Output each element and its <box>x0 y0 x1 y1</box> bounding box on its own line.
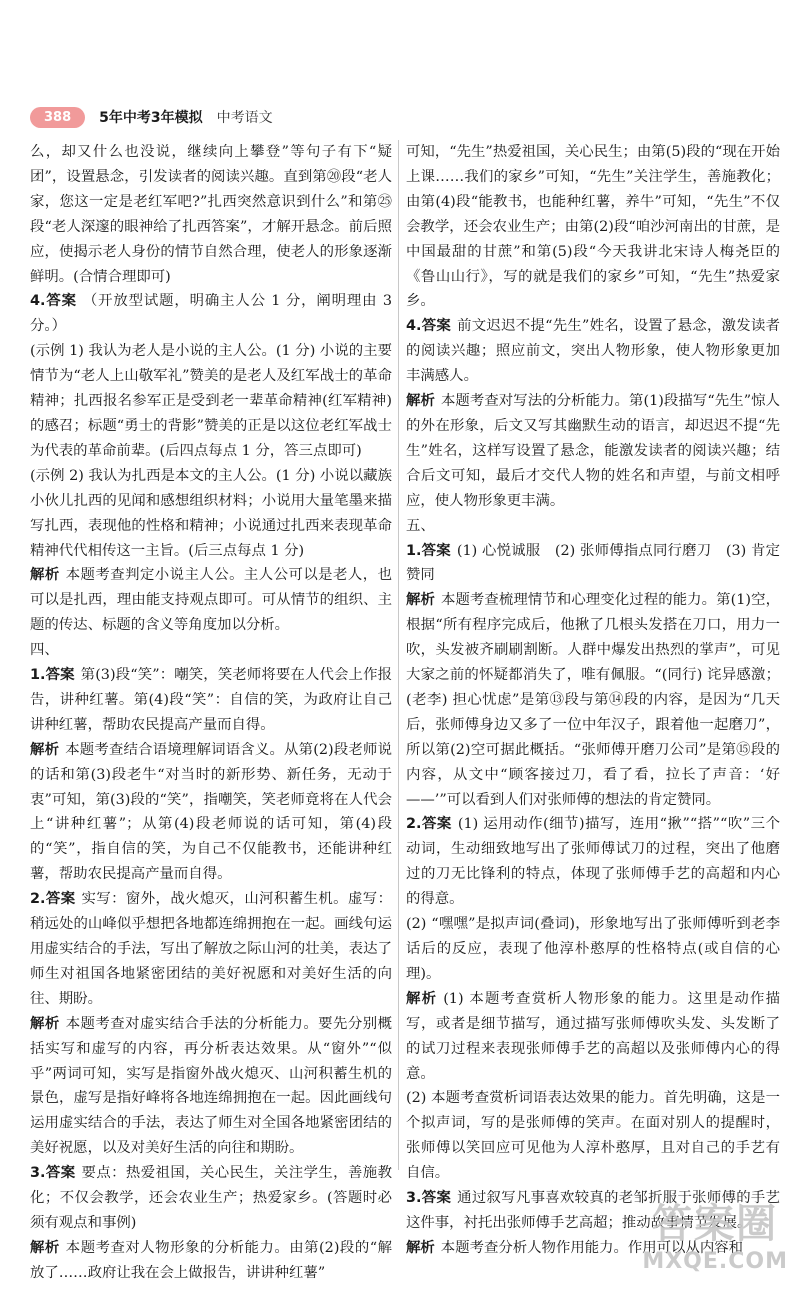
paragraph: 可知，“先生”热爱祖国，关心民生；由第(5)段的“现在开始上课……我们的家乡”可知，“先生”关注学生，善施教化；由第(4)段“能教书，也能种红薯，养牛”可知，“先生”不仅会教学，还会农业生产；由第(2)段“咱沙河南出的甘蔗，是中国最甜的甘蔗”和第(5)段“今天我讲北宋诗人梅尧臣的《鲁山山行》，写的就是我们的家乡”可知，“先生”热爱家乡。 <box>406 144 780 310</box>
analysis-block <box>406 588 780 812</box>
section-heading: 五、 <box>406 517 435 534</box>
page-number-badge: 388 <box>30 107 85 128</box>
answer-block <box>30 289 392 339</box>
answer-tag: 答案 <box>421 542 451 559</box>
question-number: 3. <box>30 1165 46 1182</box>
page-header <box>30 104 273 130</box>
analysis-tag: 解析 <box>406 1239 435 1256</box>
answer-tag: 答案 <box>45 1165 76 1182</box>
answer-text: 前文迟迟不提“先生”姓名，设置了悬念，激发读者的阅读兴趣；照应前文，突出人物形象，使人物形象更加丰满感人。 <box>406 318 780 385</box>
analysis-tag: 解析 <box>30 1015 60 1032</box>
section-heading: 四、 <box>30 642 59 659</box>
analysis-block <box>406 389 780 514</box>
question-number: 4. <box>30 293 46 310</box>
answer-text: (1) 运用动作(细节)描写，连用“揪”“搭”“吹”三个动词，生动细致地写出了张师傅试刀的过程，突出了他磨过的刀无比锋利的特点，体现了张师傅手艺的高超和内心的得意。 <box>406 816 780 908</box>
book-title: 5年中考3年模拟 <box>99 110 203 126</box>
analysis-block <box>30 563 392 638</box>
left-column <box>30 140 392 1286</box>
answer-block <box>30 663 392 738</box>
question-number: 3. <box>406 1190 422 1207</box>
question-number: 1. <box>30 667 46 684</box>
analysis-block <box>30 738 392 887</box>
answer-text: 第(3)段“笑”：嘲笑，笑老师将要在人代会上作报告，讲种红薯。第(4)段“笑”：自信的笑，为政府让自己讲种红薯，帮助农民提高产量而自得。 <box>30 667 392 733</box>
answer-text: (1) 心悦诚服 (2) 张师傅指点同行磨刀 (3) 肯定赞同 <box>406 542 780 584</box>
analysis-text: 本题考查判定小说主人公。主人公可以是老人，也可以是扎西，理由能支持观点即可。可从情节的组织、主题的传达、标题的含义等角度加以分析。 <box>30 567 392 634</box>
analysis-text: 本题考查对写法的分析能力。第(1)段描写“先生”惊人的外在形象，后文又写其幽默生动的语言，却迟迟不提“先生”姓名，这样写设置了悬念，能激发读者的阅读兴趣；结合后文可知，最后才交代人物的姓名和声望，与前文相呼应，使人物形象更丰满。 <box>406 393 780 509</box>
answer-block <box>406 314 780 389</box>
answer-text: 实写：窗外，战火熄灭，山河积蓄生机。虚写：稍远处的山峰似乎想把各地都连绵拥抱在一起。画线句运用虚实结合的手法，写出了解放之际山河的壮美，表达了师生对祖国各地紧密团结的美好祝愿和对美好生活的向往、期盼。 <box>30 891 392 1007</box>
example-paragraph: (示例 1) 我认为老人是小说的主人公。(1 分) 小说的主要情节为“老人上山敬军礼”赞美的是老人及红军战士的革命精神；扎西报名参军正是受到老一辈革命精神(红军精神)的感召；标题“勇士的背影”赞美的正是以这位老红军战士为代表的革命前辈。(后四点每点 1 分，答三点即可) <box>30 343 392 459</box>
answer-text: （开放型试题，明确主人公 1 分，阐明理由 3 分。） <box>30 293 392 335</box>
analysis-tag: 解析 <box>406 592 435 609</box>
answer-tag: 答案 <box>421 816 452 833</box>
subject-label: 中考语文 <box>216 110 273 126</box>
analysis-text: (1) 本题考查赏析人物形象的能力。这里是动作描写，或者是细节描写，通过描写张师傅吹头发、头发断了的试刀过程来表现张师傅手艺的高超以及张师傅内心的得意。 <box>406 990 780 1082</box>
analysis-text: 本题考查对人物形象的分析能力。由第(2)段的“解放了……政府让我在会上做报告，讲讲种红薯” <box>30 1239 392 1281</box>
analysis-tag: 解析 <box>406 393 435 410</box>
analysis-tag: 解析 <box>406 990 438 1007</box>
analysis-tag: 解析 <box>30 741 60 758</box>
example-paragraph: (示例 2) 我认为扎西是本文的主人公。(1 分) 小说以藏族小伙儿扎西的见闻和感想组织材料；小说用大量笔墨来描写扎西，表现他的性格和精神；小说通过扎西来表现革命精神代代相传这一主旨。(后三点每点 1 分) <box>30 467 392 559</box>
question-number: 4. <box>406 318 422 335</box>
analysis-text: (2) 本题考查赏析词语表达效果的能力。首先明确，这是一个拟声词，写的是张师傅的笑声。在面对别人的提醒时，张师傅以笑回应可见他为人淳朴憨厚，且对自己的手艺有自信。 <box>406 1090 780 1182</box>
column-divider <box>398 140 399 1170</box>
answer-text: (2) “嘿嘿”是拟声词(叠词)，形象地写出了张师傅听到老李话后的反应，表现了他淳朴憨厚的性格特点(或自信的心理)。 <box>406 916 780 982</box>
answer-text: 通过叙写凡事喜欢较真的老邹折服于张师傅的手艺这件事，衬托出张师傅手艺高超；推动故事情节发展。 <box>406 1190 780 1231</box>
question-number: 1. <box>406 542 422 559</box>
question-number: 2. <box>406 816 422 833</box>
analysis-text: 本题考查分析人物作用能力。作用可以从内容和 <box>440 1239 744 1256</box>
answer-tag: 答案 <box>45 891 76 908</box>
analysis-block <box>30 1012 392 1161</box>
answer-block <box>406 539 780 589</box>
analysis-block <box>30 1236 392 1286</box>
analysis-block <box>406 987 780 1087</box>
analysis-tag: 解析 <box>30 1239 60 1256</box>
answer-block <box>30 1161 392 1236</box>
analysis-text: 本题考查梳理情节和心理变化过程的能力。第(1)空，根据“所有程序完成后，他揪了几根头发搭在刀口，用力一吹，头发被齐刷刷割断。人群中爆发出热烈的掌声”，可见大家之前的怀疑都消失了，唯有佩服。“(同行) 诧异感激；(老李) 担心忧虑”是第⑬段与第⑭段的内容，是因为“几天后，张师傅身边又多了一位中年汉子，跟着他一起磨刀”，所以第(2)空可据此概括。“张师傅开磨刀公司”是第⑮段的内容，从文中“顾客接过刀，看了看，拉长了声音：‘好——’”可以看到人们对张师傅的想法的肯定赞同。 <box>406 592 780 808</box>
watermark-url: MXQE.COM <box>642 1249 788 1274</box>
right-column <box>406 140 780 1261</box>
answer-block <box>406 812 780 912</box>
paragraph: 么，却又什么也没说，继续向上攀登”等句子有下“疑团”，设置悬念，引发读者的阅读兴趣。直到第⑳段“老人家，您这一定是老红军吧?”扎西突然意识到什么”和第㉕段“老人深邃的眼神给了扎西答案”，才解开悬念。前后照应，使揭示老人身份的情节自然合理，使老人的形象逐渐鲜明。(合情合理即可) <box>30 144 392 285</box>
question-number: 2. <box>30 891 46 908</box>
answer-tag: 答案 <box>421 1190 452 1207</box>
answer-text: 要点：热爱祖国，关心民生，关注学生，善施教化；不仅会教学，还会农业生产；热爱家乡。(答题时必须有观点和事例) <box>30 1165 392 1231</box>
answer-tag: 答案 <box>45 293 77 310</box>
answer-block <box>30 887 392 1012</box>
watermark-logo: 答案圈 <box>652 1201 779 1247</box>
answer-tag: 答案 <box>45 667 75 684</box>
answer-tag: 答案 <box>421 318 452 335</box>
watermark <box>642 1192 788 1274</box>
analysis-tag: 解析 <box>30 567 60 584</box>
analysis-text: 本题考查结合语境理解词语含义。从第(2)段老师说的话和第(3)段老牛“对当时的新形势、新任务，无动于衷”可知，第(3)段的“笑”，指嘲笑，笑老师竟将在人代会上“讲种红薯”；从第(4)段老师说的话可知，第(4)段的“笑”，指自信的笑，为自己不仅能教书，还能讲种红薯，帮助农民提高产量而自得。 <box>30 741 392 883</box>
analysis-text: 本题考查对虚实结合手法的分析能力。要先分别概括实写和虚写的内容，再分析表达效果。从“窗外”“似乎”两词可知，实写是指窗外战火熄灭、山河积蓄生机的景色，虚写是指好峰将各地连绵拥抱在一起。因此画线句运用虚实结合的手法，表达了师生对全国各地紧密团结的美好祝愿，以及对美好生活的向往和期盼。 <box>30 1015 392 1157</box>
